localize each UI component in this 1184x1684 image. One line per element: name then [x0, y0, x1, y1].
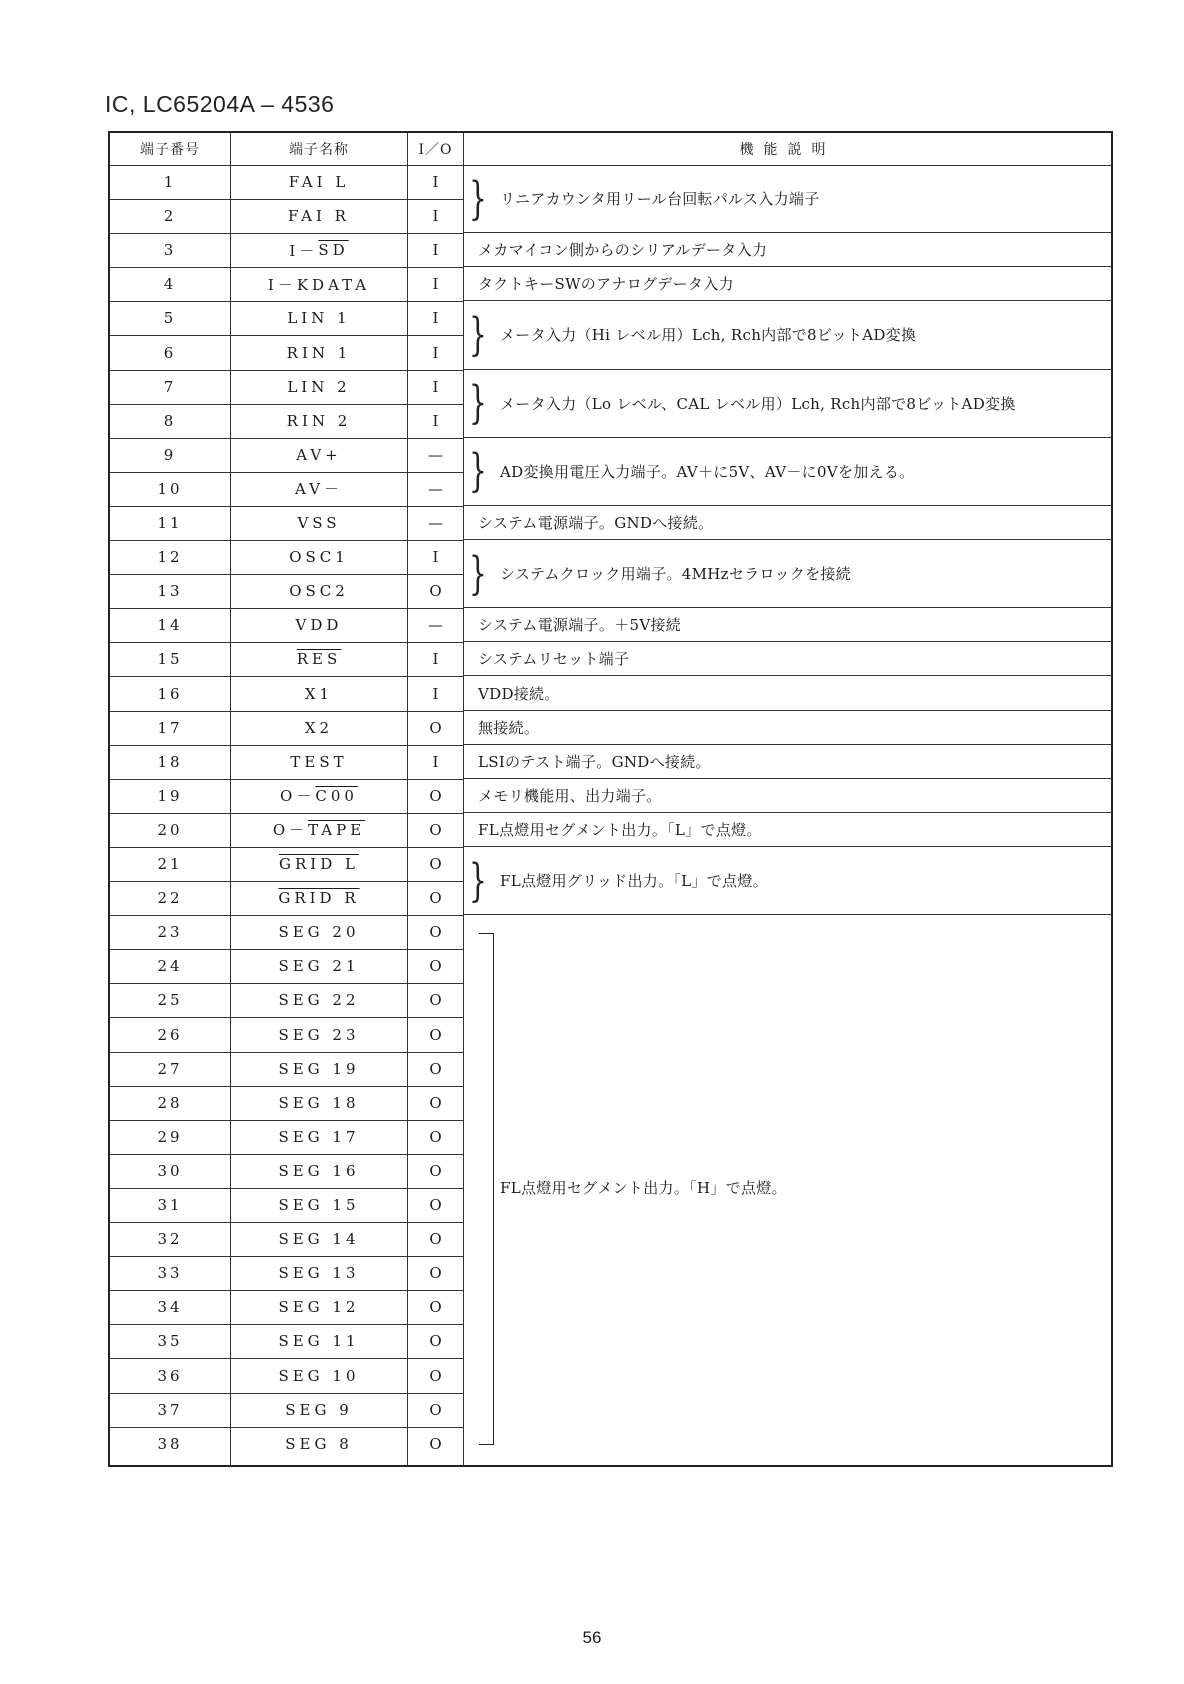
pin-name-text: O－ [280, 787, 316, 806]
brace-glyph: } [469, 375, 488, 429]
table-row [110, 983, 464, 1018]
pin-name-text: LIN 1 [287, 309, 351, 328]
pin-name-text: OSC1 [289, 548, 349, 567]
table-row [110, 881, 464, 916]
pin-io: I [432, 548, 439, 567]
pin-number: 22 [157, 889, 183, 908]
brace-glyph: } [469, 171, 488, 225]
description-text: LSIのテスト端子。GNDへ接続。 [478, 752, 711, 771]
pin-name [231, 165, 407, 199]
pin-io: O [429, 1059, 442, 1078]
pin-name [231, 574, 407, 608]
pin-number: 23 [157, 923, 183, 942]
description-cell [464, 438, 1111, 506]
pin-name [231, 1086, 407, 1120]
pin-number: 36 [157, 1366, 183, 1385]
table-row [110, 949, 464, 984]
pin-name-text: SEG 22 [278, 991, 360, 1010]
pin-name-text: SEG 12 [278, 1298, 360, 1317]
pin-name [231, 779, 407, 813]
pin-name-text: SEG 18 [278, 1093, 360, 1112]
table-row [110, 1052, 464, 1087]
pin-number: 38 [157, 1434, 183, 1453]
pin-name [231, 233, 407, 267]
pin-number: 1 [163, 173, 177, 192]
pin-io: — [428, 616, 443, 635]
pin-name-text: I－KDATA [267, 275, 371, 294]
pin-io: — [428, 514, 443, 533]
table-row [110, 540, 464, 575]
pin-name-text: SEG 15 [278, 1196, 360, 1215]
table-row [110, 301, 464, 336]
table-row [110, 1086, 464, 1121]
table-row [110, 677, 464, 712]
description-text: AD変換用電圧入力端子。AV＋に5V、AV－に0Vを加える。 [500, 462, 915, 481]
brace-glyph: } [469, 444, 488, 497]
table-row [110, 233, 464, 268]
pin-io: I [432, 650, 439, 669]
description-cell [464, 267, 1111, 301]
table-row [110, 711, 464, 746]
description-text: メータ入力（Lo レベル、CAL レベル用）Lch, Rch内部で8ビットAD変換 [500, 394, 1016, 413]
pin-name [231, 1393, 407, 1427]
pin-io: O [429, 1264, 442, 1283]
pin-number: 24 [157, 957, 183, 976]
table-row [110, 1188, 464, 1223]
pin-number: 11 [157, 514, 183, 533]
header-description: 機能説明 [739, 142, 836, 158]
pin-io: I [432, 343, 439, 362]
pin-io: O [429, 1196, 442, 1215]
table-row [110, 779, 464, 814]
table-row [110, 1018, 464, 1053]
column-divider [407, 133, 408, 1465]
pin-name-overline-text: C00 [315, 786, 358, 805]
table-header-row [110, 133, 1111, 166]
description-text: FL点燈用グリッド出力。「L」で点燈。 [500, 872, 768, 891]
pin-number: 13 [157, 582, 183, 601]
table-row [110, 1427, 464, 1461]
pin-name-text: FAI L [288, 173, 350, 192]
pin-name-text: X2 [304, 718, 334, 737]
table-row [110, 404, 464, 439]
pin-name-text: SEG 16 [278, 1161, 360, 1180]
description-cell [464, 608, 1111, 642]
pin-io: O [429, 718, 442, 737]
pin-io: O [429, 1366, 442, 1385]
pin-io: O [429, 1161, 442, 1180]
pin-name-text: VDD [295, 616, 343, 635]
header-io: I／O [418, 142, 453, 158]
pin-number: 14 [157, 616, 183, 635]
pin-io: O [429, 820, 442, 839]
pin-number: 37 [157, 1400, 183, 1419]
table-row [110, 1120, 464, 1155]
description-text: FL点燈用セグメント出力。「L」で点燈。 [478, 820, 762, 839]
table-row [110, 199, 464, 234]
table-row [110, 438, 464, 473]
description-text: FL点燈用セグメント出力。「H」で点燈。 [500, 1179, 787, 1198]
pin-number: 3 [163, 241, 177, 260]
pin-name-overline-text: TAPE [308, 820, 366, 839]
pin-name [231, 540, 407, 574]
pin-number: 34 [157, 1298, 183, 1317]
table-row [110, 267, 464, 302]
description-text: システムリセット端子 [478, 650, 630, 669]
table-row [110, 1290, 464, 1325]
description-cell [464, 642, 1111, 676]
description-text: システム電源端子。GNDへ接続。 [478, 514, 714, 533]
pin-io: O [429, 1093, 442, 1112]
pin-io: O [429, 855, 442, 874]
table-row [110, 370, 464, 405]
table-row [110, 1154, 464, 1189]
description-text: メモリ機能用、出力端子。 [478, 786, 662, 805]
pin-name-text: SEG 9 [285, 1400, 353, 1419]
pin-number: 12 [157, 548, 183, 567]
description-cell [464, 540, 1111, 608]
pin-name [231, 472, 407, 506]
pin-name [231, 711, 407, 745]
description-cell [464, 165, 1111, 233]
pin-name-text: SEG 8 [285, 1434, 353, 1453]
description-cell [464, 779, 1111, 813]
description-cell [464, 370, 1111, 438]
pin-name [231, 370, 407, 404]
pin-name [231, 1222, 407, 1256]
pin-number: 16 [157, 684, 183, 703]
pin-io: I [432, 309, 439, 328]
table-row [110, 1222, 464, 1257]
header-pin-number: 端子番号 [140, 142, 200, 158]
pin-number: 4 [163, 275, 177, 294]
pin-name [231, 1359, 407, 1393]
description-text: VDD接続。 [478, 684, 560, 703]
description-cell [464, 847, 1111, 915]
pin-name [231, 1120, 407, 1154]
pin-name [231, 949, 407, 983]
pin-name-overline-text: $\overline{RES}$ [296, 650, 342, 669]
pin-number: 17 [157, 718, 183, 737]
brace-glyph: } [469, 853, 488, 907]
description-text: タクトキーSWのアナログデータ入力 [478, 275, 734, 294]
pin-io: O [429, 1434, 442, 1453]
pin-io: O [429, 582, 442, 601]
pin-name-overline-text: GRID L [279, 855, 359, 874]
table-row [110, 1256, 464, 1291]
pin-name [231, 813, 407, 847]
description-cell [464, 745, 1111, 779]
pin-number: 21 [157, 855, 183, 874]
pin-number: 25 [157, 991, 183, 1010]
pin-name-text: OSC2 [289, 582, 349, 601]
pin-number: 20 [157, 820, 183, 839]
pin-name [231, 1324, 407, 1358]
table-row [110, 336, 464, 371]
pin-name-text: TEST [290, 752, 348, 771]
pin-io: O [429, 1298, 442, 1317]
table-row [110, 165, 464, 200]
pin-name [231, 404, 407, 438]
description-cell [464, 506, 1111, 540]
pin-name [231, 642, 407, 676]
pin-number: 29 [157, 1127, 183, 1146]
pin-name-text: AV－ [295, 480, 343, 499]
pin-io: I [432, 377, 439, 396]
pin-name-text: FAI R [288, 207, 350, 226]
pin-number: 19 [157, 786, 183, 805]
table-row [110, 1359, 464, 1394]
pin-name [231, 881, 407, 915]
pin-name-text: I－ [289, 241, 319, 260]
pin-function-table [108, 131, 1113, 1467]
pin-name-text: SEG 17 [278, 1127, 360, 1146]
pin-name [231, 267, 407, 301]
table-row [110, 1324, 464, 1359]
pin-io: I [432, 411, 439, 430]
pin-io: — [428, 479, 443, 498]
table-row [110, 1393, 464, 1428]
table-row [110, 642, 464, 677]
column-divider [230, 133, 231, 1465]
pin-name [231, 677, 407, 711]
pin-io: I [432, 207, 439, 226]
pin-name [231, 199, 407, 233]
description-text: システム電源端子。＋5V接続 [478, 616, 682, 635]
pin-name-text: RIN 2 [286, 411, 352, 430]
pin-name [231, 1188, 407, 1222]
pin-name-overline-text: $\overline{SD}$ [318, 241, 349, 260]
description-cell [464, 677, 1111, 711]
pin-io: I [432, 752, 439, 771]
pin-name [231, 1018, 407, 1052]
description-cell [464, 711, 1111, 745]
table-row [110, 472, 464, 507]
description-cell [464, 233, 1111, 267]
pin-number: 32 [157, 1230, 183, 1249]
description-text: 無接続。 [478, 718, 540, 737]
pin-name-text: SEG 14 [278, 1230, 360, 1249]
pin-io: O [429, 1230, 442, 1249]
pin-number: 7 [163, 377, 177, 396]
pin-io: O [429, 923, 442, 942]
pin-number: 28 [157, 1093, 183, 1112]
pin-number: 26 [157, 1025, 183, 1044]
pin-name-overline-text: GRID R [278, 889, 360, 908]
pin-name-text: SEG 19 [278, 1059, 360, 1078]
pin-name-text: RIN 1 [286, 343, 352, 362]
pin-name [231, 608, 407, 642]
table-row [110, 813, 464, 848]
pin-io: — [428, 445, 443, 464]
pin-name [231, 506, 407, 540]
pin-io: O [429, 1400, 442, 1419]
page-title: IC, LC65204A – 4536 [105, 91, 335, 117]
pin-io: I [432, 241, 439, 260]
header-pin-name: 端子名称 [289, 142, 349, 158]
pin-name [231, 301, 407, 335]
table-row [110, 745, 464, 780]
pin-name-text: AV+ [296, 445, 342, 464]
brace-glyph: } [469, 546, 488, 600]
pin-name [231, 745, 407, 779]
pin-number: 31 [157, 1196, 183, 1215]
pin-io: O [429, 786, 442, 805]
pin-number: 9 [163, 445, 177, 464]
pin-name-text: SEG 10 [278, 1366, 360, 1385]
pin-number: 33 [157, 1264, 183, 1283]
segment-bracket [479, 933, 494, 1445]
description-text: システムクロック用端子。4MHzセラロックを接続 [500, 565, 851, 584]
pin-io: O [429, 991, 442, 1010]
pin-number: 30 [157, 1161, 183, 1180]
description-cell [464, 301, 1111, 369]
description-cell [464, 915, 1111, 1461]
pin-number: 15 [157, 650, 183, 669]
table-row [110, 506, 464, 541]
pin-name-text: SEG 20 [278, 923, 360, 942]
description-text: メータ入力（Hi レベル用）Lch, Rch内部で8ビットAD変換 [500, 326, 917, 345]
pin-name-text: LIN 2 [287, 377, 351, 396]
pin-name [231, 983, 407, 1017]
pin-name-text: X1 [304, 684, 334, 703]
pin-io: O [429, 1127, 442, 1146]
pin-io: O [429, 1025, 442, 1044]
pin-name [231, 847, 407, 881]
pin-name [231, 1052, 407, 1086]
description-text: メカマイコン側からのシリアルデータ入力 [478, 241, 768, 260]
table-row [110, 847, 464, 882]
pin-name-text: SEG 23 [278, 1025, 360, 1044]
pin-io: O [429, 889, 442, 908]
pin-io: O [429, 957, 442, 976]
pin-name-text: SEG 13 [278, 1264, 360, 1283]
description-text: リニアカウンタ用リール台回転パルス入力端子 [500, 190, 820, 209]
description-cell [464, 813, 1111, 847]
pin-number: 6 [163, 343, 177, 362]
pin-name [231, 1290, 407, 1324]
pin-number: 5 [163, 309, 177, 328]
pin-name-text: SEG 21 [278, 957, 360, 976]
table-row [110, 574, 464, 609]
pin-io: I [432, 684, 439, 703]
pin-name-text: O－ [272, 821, 309, 840]
pin-name-text: VSS [297, 514, 341, 533]
pin-name-text: SEG 11 [278, 1332, 360, 1351]
pin-number: 8 [163, 411, 177, 430]
table-row [110, 608, 464, 643]
pin-number: 18 [157, 752, 183, 771]
pin-number: 35 [157, 1332, 183, 1351]
pin-number: 27 [157, 1059, 183, 1078]
table-row [110, 915, 464, 950]
pin-name [231, 1427, 407, 1461]
pin-name [231, 915, 407, 949]
pin-name [231, 1154, 407, 1188]
page-number: 56 [582, 1628, 602, 1647]
pin-name [231, 336, 407, 370]
brace-glyph: } [469, 307, 488, 361]
pin-name [231, 438, 407, 472]
pin-number: 2 [163, 207, 177, 226]
pin-io: I [432, 275, 439, 294]
pin-number: 10 [157, 479, 183, 498]
pin-io: O [429, 1332, 442, 1351]
pin-io: I [432, 173, 439, 192]
pin-name [231, 1256, 407, 1290]
